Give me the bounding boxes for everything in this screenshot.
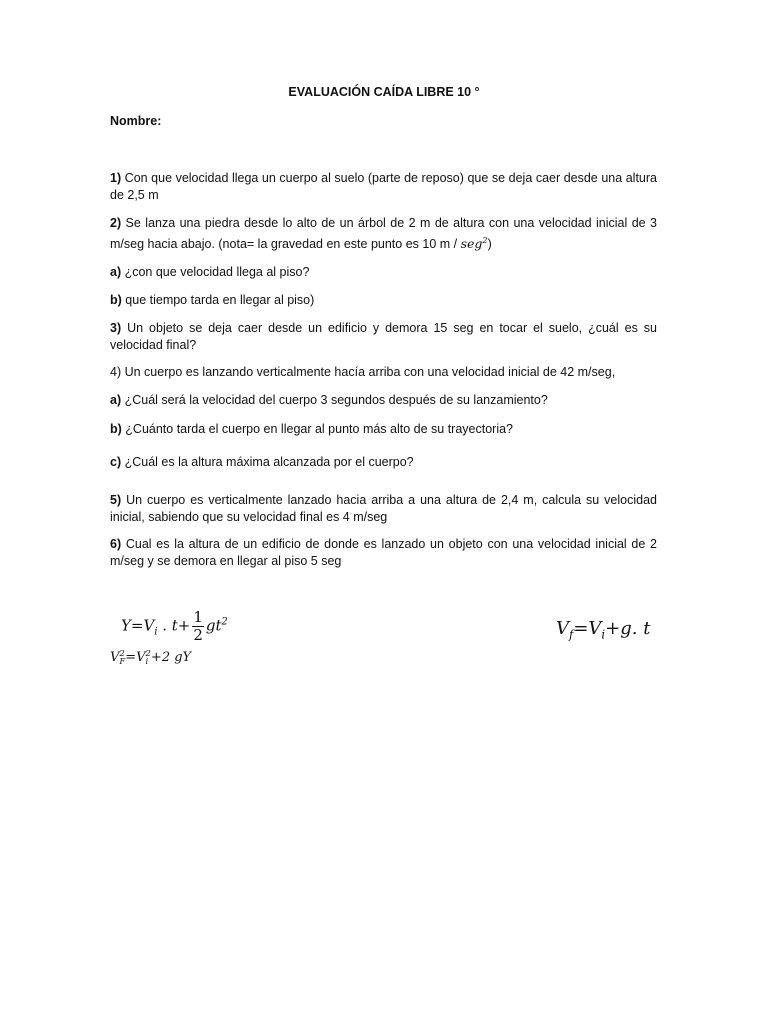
question-text: Con que velocidad llega un cuerpo al suelo (parte de reposo) que se deja caer desde una altura de 2,5 m (110, 171, 657, 202)
question-4c (110, 454, 657, 471)
question-number: 4) (110, 365, 122, 379)
question-close-paren: ) (487, 237, 492, 252)
name-label: Nombre: (110, 114, 162, 128)
question-4a (110, 392, 657, 409)
question-text: Un objeto se deja caer desde un edificio y demora 15 seg en tocar el suelo, ¿cuál es su velocidad final? (110, 321, 657, 352)
question-number: c) (110, 455, 122, 469)
question-text: Cual es la altura de un edificio de donde es lanzado un objeto con una velocidad inicial de 2 m/seg y se demora en llegar al piso 5 seg (110, 537, 657, 568)
question-text: ¿con que velocidad llega al piso? (121, 265, 310, 279)
question-4 (110, 364, 657, 381)
formula-fraction: $\frac{1}{2}$ (193, 608, 203, 644)
formula-final-velocity: $V_f=V_i+g$. t (556, 618, 651, 642)
question-text: ¿Cuál será la velocidad del cuerpo 3 segundos después de su lanzamiento? (121, 393, 548, 407)
question-2 (110, 215, 657, 253)
question-3 (110, 320, 657, 354)
question-number: 6) (110, 537, 122, 551)
question-number: 5) (110, 493, 122, 507)
question-number: 3) (110, 321, 122, 335)
question-number: a) (110, 393, 122, 407)
question-6 (110, 536, 657, 570)
formula-velocity-squared: V 2 F =V 2 i +2 gY (110, 648, 192, 666)
formula-position: $Y=V_i$ . t+ $\frac{1}{2}$ $gt^2$ (121, 608, 228, 644)
question-5 (110, 492, 657, 526)
question-text: ¿Cuánto tarda el cuerpo en llegar al punto más alto de su trayectoria? (121, 422, 514, 436)
question-2b (110, 292, 657, 309)
gravity-unit: seg$^2$ (460, 235, 488, 252)
question-number: a) (110, 265, 122, 279)
question-text: Un cuerpo es lanzando verticalmente hacía arriba con una velocidad inicial de 42 m/seg, (121, 365, 616, 379)
question-number: b) (110, 293, 122, 307)
question-number: 1) (110, 171, 122, 185)
question-text: Se lanza una piedra desde lo alto de un árbol de 2 m de altura con una velocidad inicial de 3 m/seg hacia abajo. (nota= la gravedad en este punto es 10 m / (110, 216, 657, 252)
question-number: 2) (110, 216, 122, 230)
question-text: Un cuerpo es verticalmente lanzado hacia arriba a una altura de 2,4 m, calcula su velocidad inicial, sabiendo que su velocidad final es 4 m/seg (110, 493, 657, 524)
question-4b (110, 421, 657, 438)
question-2a (110, 264, 657, 281)
question-1 (110, 170, 657, 204)
page-title: EVALUACIÓN CAÍDA LIBRE 10 ° (288, 85, 480, 99)
question-text: ¿Cuál es la altura máxima alcanzada por el cuerpo? (121, 455, 414, 469)
gravity-unit-exponent: 2 (482, 235, 488, 245)
question-number: b) (110, 422, 122, 436)
question-text: que tiempo tarda en llegar al piso) (121, 293, 315, 307)
